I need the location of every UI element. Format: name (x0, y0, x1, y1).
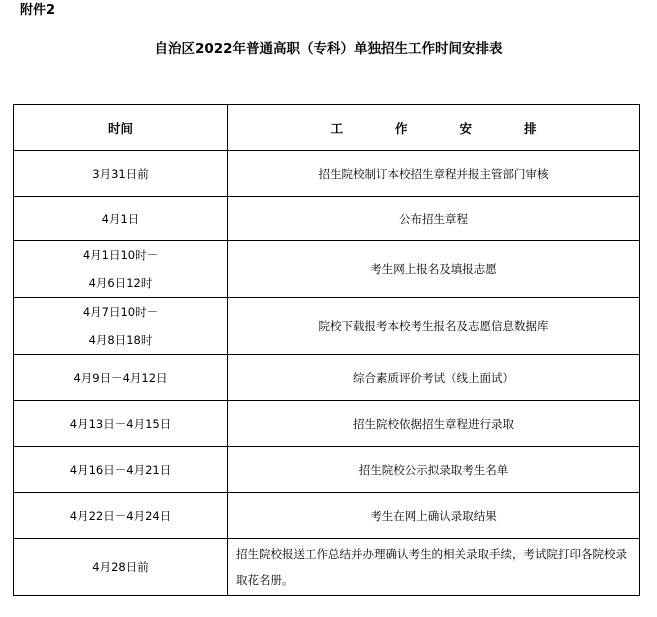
header-task-char: 工 (330, 120, 343, 136)
time-cell: 4月16日－4月21日 (14, 447, 228, 493)
task-cell: 招生院校制订本校招生章程并报主管部门审核 (228, 151, 640, 197)
table-row (14, 539, 640, 596)
header-time: 时间 (14, 105, 228, 151)
task-cell: 招生院校公示拟录取考生名单 (228, 447, 640, 493)
task-cell: 考生网上报名及填报志愿 (228, 241, 640, 298)
time-cell (14, 241, 228, 298)
header-task-char: 排 (524, 120, 537, 136)
table-row (14, 355, 640, 401)
document-title: 自治区2022年普通高职（专科）单独招生工作时间安排表 (154, 41, 503, 57)
time-end: 4月8日18时 (88, 333, 153, 347)
task-cell: 考生在网上确认录取结果 (228, 493, 640, 539)
time-start: 4月7日10时－ (82, 305, 159, 319)
attachment-label: 附件2 (20, 3, 56, 18)
time-cell: 4月9日－4月12日 (14, 355, 228, 401)
time-cell: 3月31日前 (14, 151, 228, 197)
task-cell: 公布招生章程 (228, 197, 640, 241)
table-row (14, 151, 640, 197)
time-start: 4月1日10时－ (82, 248, 159, 262)
task-cell: 综合素质评价考试（线上面试） (228, 355, 640, 401)
table-row (14, 197, 640, 241)
task-cell: 院校下载报考本校考生报名及志愿信息数据库 (228, 298, 640, 355)
schedule-table (13, 104, 640, 596)
header-task-char: 作 (394, 120, 408, 136)
header-task (228, 105, 640, 151)
header-task-char: 安 (459, 120, 473, 136)
time-cell: 4月28日前 (14, 539, 228, 596)
task-cell: 招生院校报送工作总结并办理确认考生的相关录取手续，考试院打印各院校录取花名册。 (228, 539, 640, 596)
time-end: 4月6日12时 (88, 276, 153, 290)
table-row (14, 298, 640, 355)
task-cell: 招生院校依据招生章程进行录取 (228, 401, 640, 447)
time-cell: 4月22日－4月24日 (14, 493, 228, 539)
time-cell (14, 298, 228, 355)
time-cell: 4月1日 (14, 197, 228, 241)
table-row (14, 493, 640, 539)
table-header-row (14, 105, 640, 151)
table-row (14, 401, 640, 447)
table-row (14, 241, 640, 298)
time-cell: 4月13日－4月15日 (14, 401, 228, 447)
table-row (14, 447, 640, 493)
